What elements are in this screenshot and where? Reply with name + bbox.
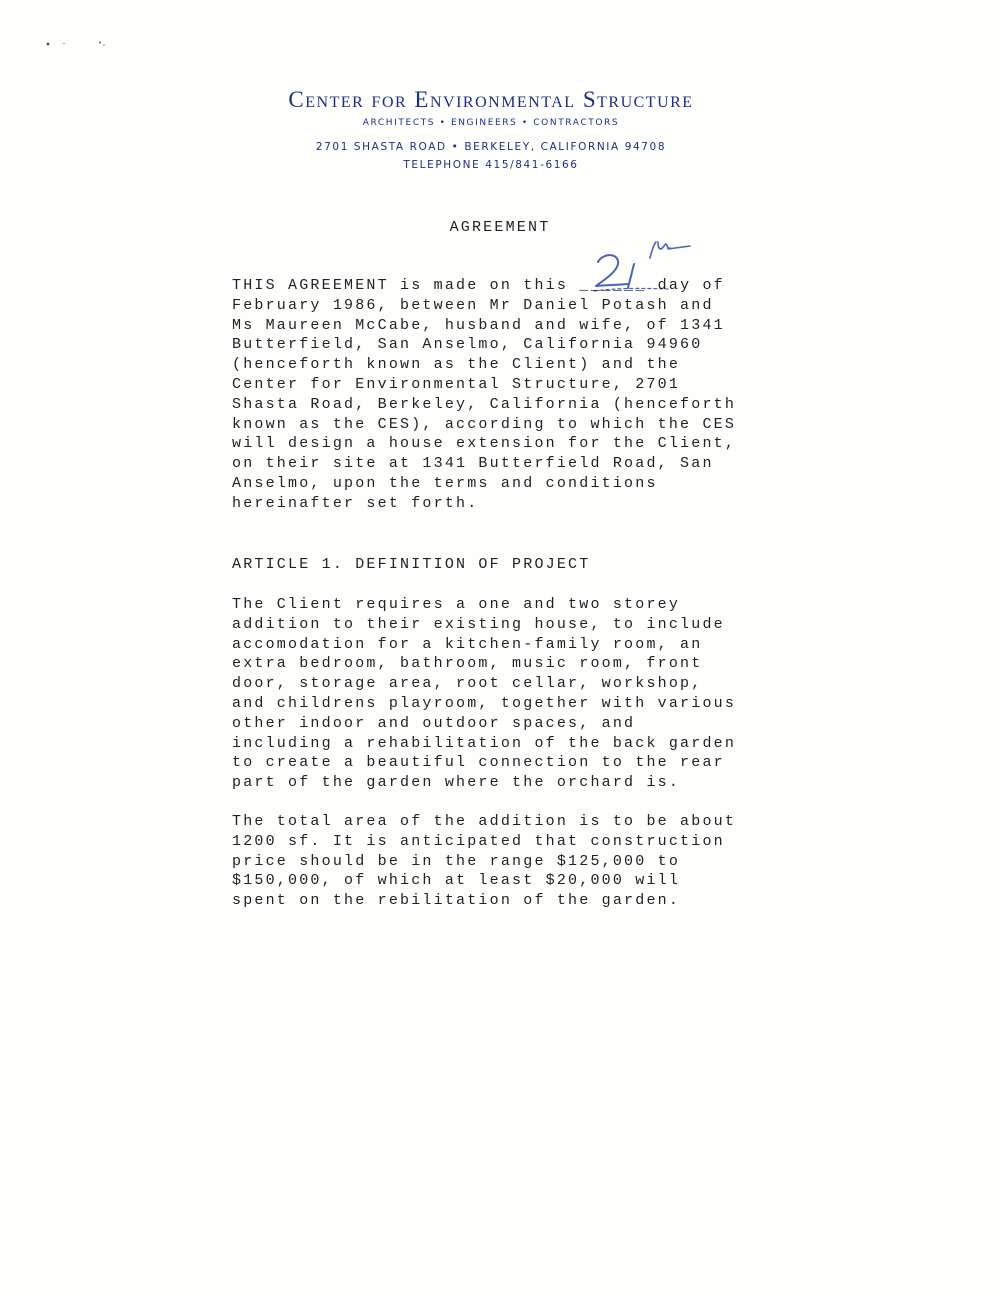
text-line: including a rehabilitation of the back garden: [232, 734, 737, 752]
text-line: Ms Maureen McCabe, husband and wife, of 1341: [232, 316, 725, 334]
text-line: to create a beautiful connection to the rear: [232, 754, 725, 772]
text-line: known as the CES), according to which the CES: [232, 415, 737, 433]
text-line: will design a house extension for the Client,: [232, 435, 737, 453]
text-line: (henceforth known as the Client) and the: [232, 356, 681, 374]
text-line: addition to their existing house, to include: [232, 615, 725, 633]
text-line: on their site at 1341 Butterfield Road, San: [232, 455, 714, 473]
text-line: $150,000, of which at least $20,000 will: [232, 872, 681, 890]
text-line: Anselmo, upon the terms and conditions: [232, 474, 658, 492]
intro-paragraph: [232, 276, 792, 514]
article-1-heading: ARTICLE 1. DEFINITION OF PROJECT: [232, 556, 591, 573]
text-line: part of the garden where the orchard is.: [232, 774, 681, 792]
document-title: AGREEMENT: [449, 219, 551, 236]
text-line: and childrens playroom, together with various: [232, 694, 737, 712]
text-line: The total area of the addition is to be about: [232, 813, 737, 830]
text-line: hereinafter set forth.: [232, 494, 479, 512]
date-blank: ______: [579, 277, 647, 294]
text-line: extra bedroom, bathroom, music room, front: [232, 655, 703, 673]
text-line: 1200 sf. It is anticipated that construction: [232, 832, 725, 850]
text-line: other indoor and outdoor spaces, and: [232, 714, 636, 732]
intro-line-1: THIS AGREEMENT is made on this ______ day of: [232, 277, 725, 294]
text-line: Butterfield, San Anselmo, California 94960: [232, 336, 703, 354]
text-line: Center for Environmental Structure, 2701: [232, 375, 681, 393]
organization-name: Center for Environmental Structure: [288, 87, 694, 112]
text-line: The Client requires a one and two storey: [232, 596, 681, 613]
text-line: February 1986, between Mr Daniel Potash and: [232, 296, 714, 314]
paper-specks: [44, 40, 114, 48]
organization-phone: TELEPHONE 415/841-6166: [403, 159, 579, 171]
organization-tagline: ARCHITECTS • ENGINEERS • CONTRACTORS: [362, 118, 620, 128]
text-line: Shasta Road, Berkeley, California (henceforth: [232, 395, 737, 413]
text-line: price should be in the range $125,000 to: [232, 852, 681, 870]
text-line: door, storage area, root cellar, workshop,: [232, 675, 703, 693]
text-line: accomodation for a kitchen-family room, an: [232, 635, 703, 653]
article-1-paragraph-2: [232, 812, 792, 911]
text-line: spent on the rebilitation of the garden.: [232, 892, 681, 910]
organization-address: 2701 SHASTA ROAD • BERKELEY, CALIFORNIA 94708: [315, 141, 667, 153]
article-1-paragraph-1: [232, 595, 792, 793]
letterhead: [200, 86, 782, 172]
